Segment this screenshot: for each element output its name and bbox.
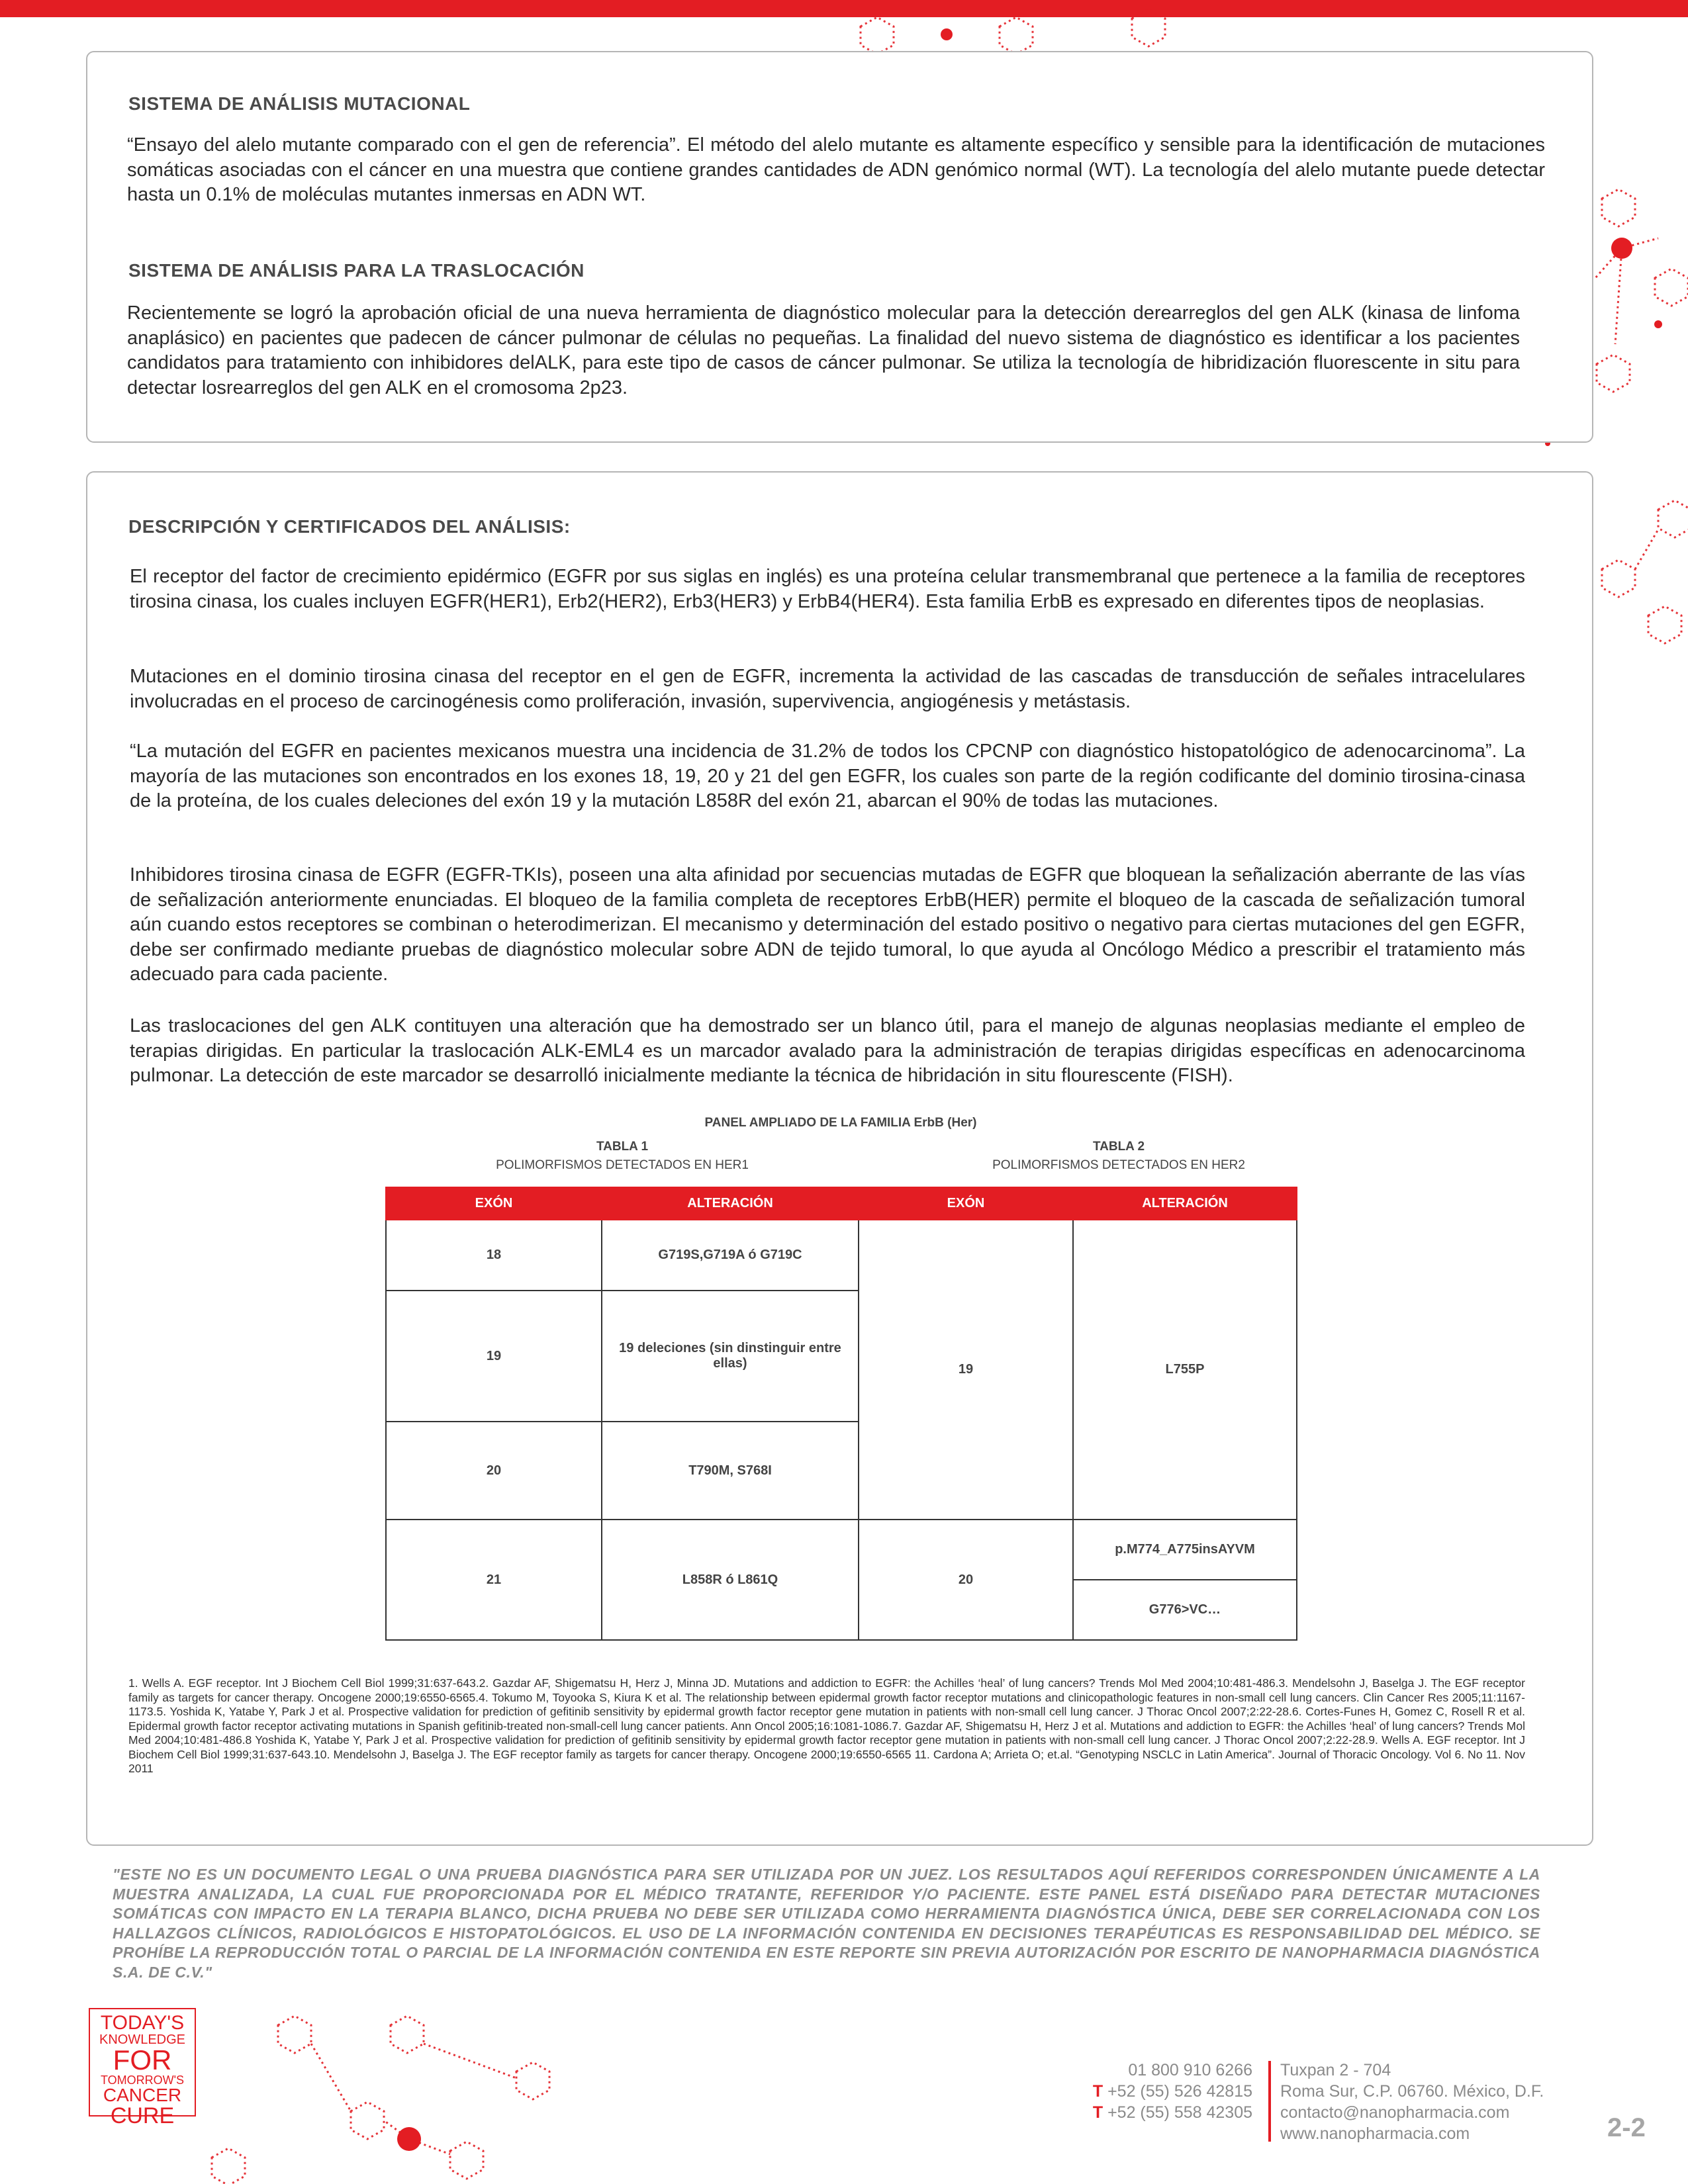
table2-subtitle: POLIMORFISMOS DETECTADOS EN HER2 [992, 1158, 1245, 1172]
address-block [1280, 2060, 1571, 2144]
tagline-logo [89, 2008, 196, 2128]
logo-line: CANCER [103, 2085, 182, 2105]
email-link[interactable]: contacto@nanopharmacia.com [1280, 2103, 1510, 2122]
description-heading: DESCRIPCIÓN Y CERTIFICADOS DEL ANÁLISIS: [128, 516, 571, 537]
her1-alteration-cell: T790M, S768I [602, 1422, 859, 1520]
mutational-analysis-text: “Ensayo del alelo mutante comparado con el gen de referencia”. El método del alelo mutante es altamente específico y sensible para la identificación de mutaciones somáticas asociadas con el cáncer en una muestra que contiene grandes cantidades de ADN genómico normal (WT). La tecnología del alelo mutante puede detectar hasta un 0.1% de moléculas mutantes inmersas en ADN WT. [127, 134, 1545, 205]
logo-line: TOMORROW'S [100, 2073, 185, 2087]
translocation-analysis-text: Recientemente se logró la aprobación oficial de una nueva herramienta de diagnóstico molecular para la detección derearreglos del gen ALK (kinasa de linfoma anaplásico) en pacientes que padecen de cáncer pulmonar de células no pequeñas. La finalidad del nuevo sistema de diagnóstico es identificar a los pacientes candidatos para tratamiento con inhibidores delALK, para este tipo de casos de cáncer pulmonar. Se utiliza la tecnología de hibridización fluorescente in situ para detectar losrearreglos del gen ALK en el cromosoma 2p23. [127, 302, 1520, 398]
address-line: Tuxpan 2 - 704 [1280, 2061, 1391, 2079]
description-paragraph: “La mutación del EGFR en pacientes mexicanos muestra una incidencia de 31.2% de todos los CPCNP con diagnóstico histopatológico de adenocarcinoma”. La mayoría de las mutaciones son encontrados en los exones 18, 19, 20 y 21 del gen EGFR, los cuales son parte de la región codificante del dominio tirosina-cinasa de la proteína, de los cuales deleciones del exón 19 y la mutación L858R del exón 21, abarcan el 90% de todas las mutaciones. [130, 741, 1525, 811]
table1-title: TABLA 1 [596, 1140, 649, 1154]
phone-number: +52 (55) 526 42815 [1107, 2082, 1252, 2101]
header-exon-her1: EXÓN [386, 1187, 602, 1220]
her1-alteration-cell: L858R ó L861Q [602, 1520, 859, 1640]
phone-label: T [1092, 2082, 1103, 2101]
her1-alteration-cell: G719S,G719A ó G719C [602, 1220, 859, 1291]
her2-exon-cell: 19 [859, 1220, 1073, 1520]
logo-line: TODAY'S [100, 2012, 185, 2034]
panel-title: PANEL AMPLIADO DE LA FAMILIA ErbB (Her) [704, 1116, 977, 1130]
description-paragraph: Inhibidores tirosina cinasa de EGFR (EGFR-TKIs), poseen una alta afinidad por secuencias mutadas de EGFR que bloquean la señalización aberrante de las vías de señalización anteriormente enunciadas. El bloqueo de la familia completa de receptores ErbB(HER) permite el bloqueo de la cascada de señalización tumoral aún cuando estos receptores se combinan o heterodimerizan. El mecanismo y determinación del estado positivo o negativo para ciertas mutaciones del gen EGFR, debe ser confirmado mediante pruebas de diagnóstico molecular sobre ADN de tejido tumoral, lo que ayuda al Oncólogo Médico a prescribir el tratamiento más adecuado para cada paciente. [130, 864, 1525, 985]
header-alteration-her1: ALTERACIÓN [602, 1187, 859, 1220]
references: 1. Wells A. EGF receptor. Int J Biochem Cell Biol 1999;31:637-643.2. Gazdar AF, Shigematsu H, Herz J, Minna JD. Mutations and addiction to EGFR: the Achilles ‘heal’ of lung cancers? Trends Mol Med 2004;10:481-486.3. Mendelsohn J, Baselga J. The EGF receptor family as targets for cancer therapy. Oncogene 2000;19:6550-6565.4. Tokumo M, Toyooka S, Kiura K et al. The relationship between epidermal growth factor receptor mutations and clinicopathologic features in non-small cell lung cancers. Clin Cancer Res 2005;11:1167-1173.5. Yoshida K, Yatabe Y, Park J et al. Prospective validation for prediction of gefitinib sensitivity by epidermal growth factor receptor gene mutation in patients with non-small cell lung cancer. J Thorac Oncol 2007;2:22-28.6. Cortes-Funes H, Gomez C, Rosell R et al. Epidermal growth factor receptor activating mutations in Spanish gefitinib-treated non-small-cell lung cancer patients. Ann Oncol 2005;16:1081-1086.7. Gazdar AF, Shigematsu H, Herz J et al. Mutations and addiction to EGFR: the Achilles ‘heal’ of lung cancers? Trends Mol Med 2004;10:481-486.8 Yoshida K, Yatabe Y, Park J et al. Prospective validation for prediction of gefitinib sensitivity by epidermal growth factor receptor gene mutation in patients with non-small cell lung cancer. J Thorac Oncol 2007;2:22-28.9. Wells A. EGF receptor. Int J Biochem Cell Biol 1999;31:637-643.10. Mendelsohn J, Baselga J. The EGF receptor family as targets for cancer therapy. Oncogene 2000;19:6550-6565 11. Cardona A; Arrieta O; et.al. “Genotyping NSCLC in Latin America”. Journal of Thoracic Oncology. Vol 6. No 11. Nov 2011 [128, 1676, 1525, 1775]
header-alteration-her2: ALTERACIÓN [1073, 1187, 1297, 1220]
her1-exon-cell: 20 [386, 1422, 602, 1520]
her1-exon-cell: 21 [386, 1520, 602, 1640]
mutational-analysis-heading: SISTEMA DE ANÁLISIS MUTACIONAL [128, 93, 471, 114]
phone-label: T [1092, 2103, 1103, 2122]
translocation-analysis-heading: SISTEMA DE ANÁLISIS PARA LA TRASLOCACIÓN [128, 260, 585, 281]
her1-exon-cell: 18 [386, 1220, 602, 1291]
contact-divider [1268, 2061, 1271, 2142]
description-paragraph: El receptor del factor de crecimiento epidérmico (EGFR por sus siglas en inglés) es una proteína celular transmembranal que pertenece a la familia de receptores tirosina cinasa, los cuales incluyen EGFR(HER1), Erb2(HER2), Erb3(HER3) y ErbB4(HER4). Esta familia ErbB es expresado en diferentes tipos de neoplasias. [130, 566, 1525, 612]
logo-line: FOR [113, 2044, 172, 2075]
her1-alteration-cell: 19 deleciones (sin dinstinguir entre ellas) [602, 1291, 859, 1422]
her2-exon-cell: 20 [859, 1520, 1073, 1640]
legal-disclaimer: "ESTE NO ES UN DOCUMENTO LEGAL O UNA PRUEBA DIAGNÓSTICA PARA SER UTILIZADA POR UN JUEZ. LOS RESULTADOS AQUÍ REFERIDOS CORRESPONDEN ÚNICAMENTE A LA MUESTRA ANALIZADA, LA CUAL FUE PROPORCIONADA POR EL MÉDICO TRATANTE, REFERIDOR Y/O PACIENTE. ESTE PANEL ESTÁ DISEÑADO PARA DETECTAR MUTACIONES SOMÁTICAS CON IMPACTO EN LA TERAPIA BLANCO, DICHA PRUEBA NO DEBE SER UTILIZADA COMO HERRAMIENTA DIAGNÓSTICA ÚNICA, DEBE SER CORRELACIONADA CON LOS HALLAZGOS CLÍNICOS, RADIOLÓGICOS E HISTOPATOLÓGICOS. EL USO DE LA INFORMACIÓN CONTENIDA EN DECISIONES TERAPÉUTICAS ES RESPONSABILIDAD DEL MÉDICO. SE PROHÍBE LA REPRODUCCIÓN TOTAL O PARCIAL DE LA INFORMACIÓN CONTENIDA EN ESTE REPORTE SIN PREVIA AUTORIZACIÓN POR ESCRITO DE NANOPHARMACIA DIAGNÓSTICA S.A. DE C.V." [113, 1866, 1540, 1981]
phone-block [1019, 2060, 1252, 2123]
page-number: 2-2 [1607, 2113, 1646, 2142]
table2-title: TABLA 2 [1092, 1140, 1145, 1154]
phone-number: +52 (55) 558 42305 [1107, 2103, 1252, 2122]
her1-exon-cell: 19 [386, 1291, 602, 1422]
table1-subtitle: POLIMORFISMOS DETECTADOS EN HER1 [496, 1158, 749, 1172]
description-paragraph: Mutaciones en el dominio tirosina cinasa del receptor en el gen de EGFR, incrementa la actividad de las cascadas de transducción de señales intracelulares involucradas en el proceso de carcinogénesis como proliferación, invasión, supervivencia, angiogénesis y metástasis. [130, 666, 1525, 712]
logo-line: KNOWLEDGE [99, 2032, 186, 2047]
description-paragraph: Las traslocaciones del gen ALK contituyen una alteración que ha demostrado ser un blanco útil, para el manejo de algunas neoplasias mediante el empleo de terapias dirigidas. En particular la traslocación ALK-EML4 es un marcador avalado para la administración de terapias dirigidas específicas en adenocarcinoma pulmonar. La detección de este marcador se desarrolló inicialmente mediante la técnica de hibridación in situ flourescente (FISH). [130, 1015, 1525, 1086]
her2-alteration-cell: p.M774_A775insAYVM [1073, 1520, 1297, 1580]
header-exon-her2: EXÓN [859, 1187, 1073, 1220]
logo-line: CURE [110, 2103, 175, 2128]
phone-main: 01 800 910 6266 [1128, 2061, 1252, 2079]
her2-alteration-cell: G776>VC… [1073, 1580, 1297, 1640]
her-mutations-table [385, 1187, 1297, 1641]
her2-alteration-cell: L755P [1073, 1220, 1297, 1520]
address-line: Roma Sur, C.P. 06760. México, D.F. [1280, 2082, 1544, 2101]
website-link[interactable]: www.nanopharmacia.com [1280, 2124, 1470, 2143]
